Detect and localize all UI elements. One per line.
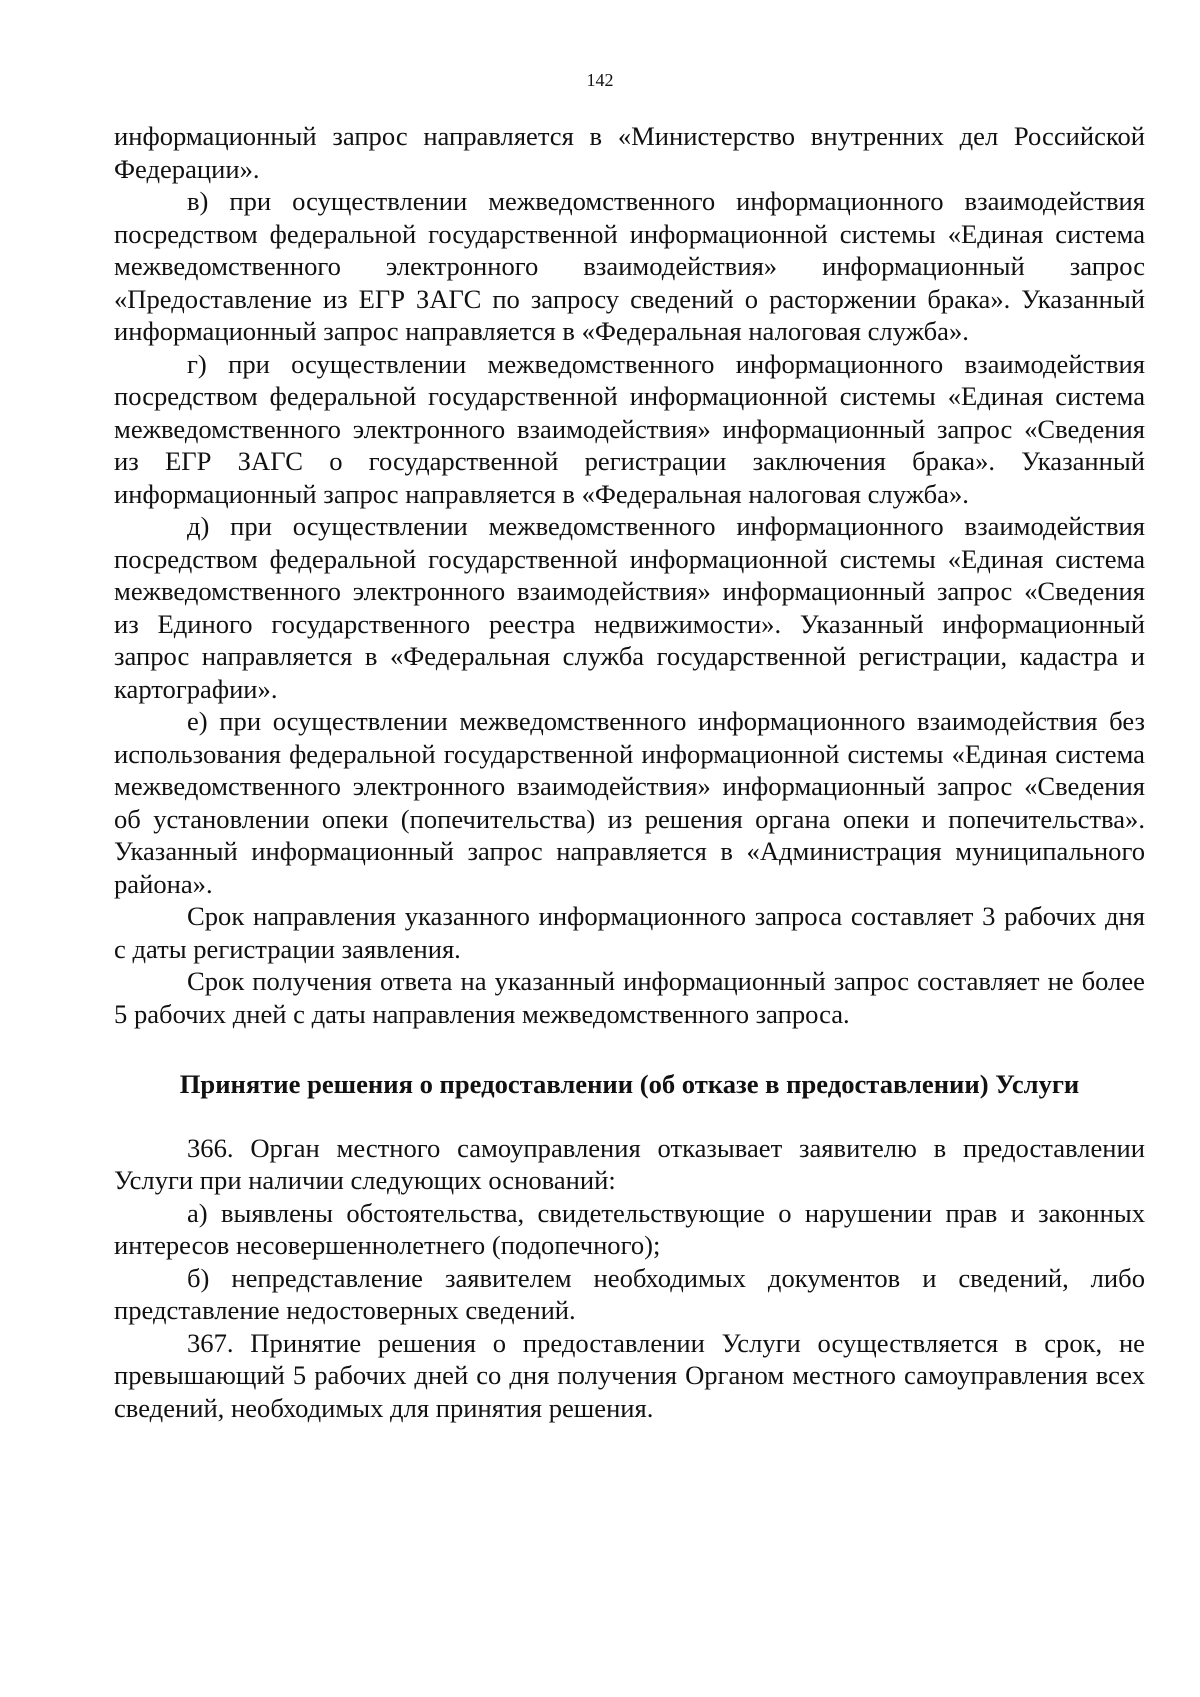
paragraph-item-v: в) при осуществлении межведомственного информационного взаимодействия посредством федеральной государственной информационной системы «Единая система межведомственного электронного взаимодействия» информационный запрос «Предоставление из ЕГР ЗАГС по запросу сведений о расторжении брака». Указанный информационный запрос направляется в «Федеральная налоговая служба». <box>114 186 1145 346</box>
paragraph-item-g: г) при осуществлении межведомственного информационного взаимодействия посредством федеральной государственной информационной системы «Единая система межведомственного электронного взаимодействия» информационный запрос «Сведения из ЕГР ЗАГС о государственной регистрации заключения брака». Указанный информационный запрос направляется в «Федеральная налоговая служба». <box>114 348 1145 509</box>
paragraph-item-e: е) при осуществлении межведомственного информационного взаимодействия без использования федеральной государственной информационной системы «Единая система межведомственного электронного взаимодействия» информационный запрос «Сведения об установлении опеки (попечительства) из решения органа опеки и попечительства». Указанный информационный запрос направляется в «Администрация муниципального района». <box>114 706 1145 899</box>
paragraph-366: 366. Орган местного самоуправления отказывает заявителю в предоставлении Услуги при наличии следующих оснований: <box>114 1132 1145 1195</box>
paragraph-367: 367. Принятие решения о предоставлении Услуги осуществляется в срок, не превышающий 5 рабочих дней со дня получения Органом местного самоуправления всех сведений, необходимых для принятия решения. <box>114 1327 1145 1423</box>
page-number: 142 <box>586 70 614 90</box>
paragraph-response-deadline: Срок получения ответа на указанный информационный запрос составляет не более 5 рабочих дней с даты направления межведомственного запроса. <box>114 966 1145 1029</box>
paragraph-366-b: б) непредставление заявителем необходимых документов и сведений, либо представление недостоверных сведений. <box>114 1262 1145 1325</box>
paragraph-item-d: д) при осуществлении межведомственного информационного взаимодействия посредством федеральной государственной информационной системы «Единая система межведомственного электронного взаимодействия» информационный запрос «Сведения из Единого государственного реестра недвижимости». Указанный информационный запрос направляется в «Федеральная служба государственной регистрации, кадастра и картографии». <box>114 511 1145 704</box>
document-body <box>114 120 1145 1424</box>
paragraph-continuation: информационный запрос направляется в «Министерство внутренних дел Российской Федерации». <box>114 121 1145 184</box>
paragraph-366-a: а) выявлены обстоятельства, свидетельствующие о нарушении прав и законных интересов несовершеннолетнего (подопечного); <box>114 1197 1145 1260</box>
section-heading: Принятие решения о предоставлении (об отказе в предоставлении) Услуги <box>179 1069 1080 1099</box>
paragraph-request-deadline: Срок направления указанного информационного запроса составляет 3 рабочих дня с даты регистрации заявления. <box>114 901 1145 964</box>
